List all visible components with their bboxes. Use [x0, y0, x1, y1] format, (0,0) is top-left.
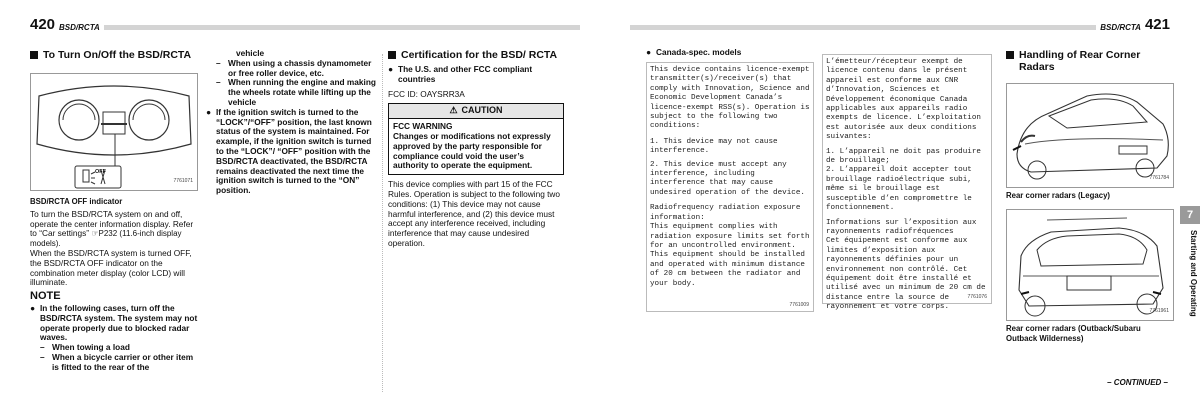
caution-bar: ⚠ CAUTION: [389, 104, 563, 119]
chapter-tab-label: Starting and Operating: [1189, 230, 1198, 317]
square-bullet-icon: [30, 51, 38, 59]
outback-car-rear-icon: [1007, 210, 1173, 320]
canada-french-text: L’émetteur/récepteur exempt de licence contenu dans le présent appareil est conforme aux CNR d’Innovation, Sciences et Développement économique Canada applicables aux appareils radio exempts de licence. L’exploitation est autorisée aux deux conditions suivantes: 1. L’appareil ne doit pas produire de brouillage; 2. L’appareil doit accepter tout brouillage radioélectrique subi, même si le brouillage est susceptible d’en compromettre le fonctionnement. Informations sur l’exposition aux rayonnements radiofréquences Cet équipement est conforme aux limites d’exposition aux rayonnements définies pour un environnement non contrôlé. Cet équipement doit être installé et utilisé avec un minimum de 20 cm de distance entre la source de rayonnement et votre corps.: [826, 58, 986, 312]
off-label: OFF: [95, 169, 106, 175]
square-bullet-icon: [1006, 51, 1014, 59]
intro-paragraph: To turn the BSD/RCTA system on and off, operate the center information display. Refer to “Car settings” ☞P232 (11.6-inch display models).: [30, 208, 194, 249]
bullet-dot-icon: ●: [646, 47, 652, 57]
section-title-right: BSD/RCTA: [1100, 23, 1141, 32]
continued-label: – CONTINUED –: [1107, 378, 1168, 387]
caution-box: [388, 103, 564, 175]
canada-notice-french: [822, 54, 992, 312]
figure-caption: BSD/RCTA OFF indicator: [30, 197, 123, 206]
note-dash-bicycle: – When a bicycle carrier or other item is fitted to the rear of the: [40, 351, 194, 372]
left-column-3: [388, 49, 564, 249]
left-column-1: [30, 49, 198, 373]
page-header-right: [630, 14, 1170, 32]
header-rule: [104, 25, 580, 30]
ignition-bullet: ● If the ignition switch is turned to the “LOCK”/“OFF” position, the last known status of the system is maintained. For example, if the ignition switch is turned to the “LOCK”/ “OFF” position with the BSD/RCTA deactivated, the BSD/RCTA remains deactivated the next time the ignition switch is turned to the “ON” position.: [206, 106, 372, 196]
column-divider: [382, 54, 383, 392]
fcc-paragraph: This device complies with part 15 of the FCC Rules. Operation is subject to the following two conditions: (1) This device may not cause harmful interference, and (2) this device must accept any interference received, including interference that may cause undesired operation.: [388, 179, 561, 248]
figure-code: 7761009: [789, 302, 809, 308]
indicator-paragraph: When the BSD/RCTA system is turned OFF, the BSD/RCTA OFF indicator on the combination meter display (color LCD) will illuminate.: [30, 247, 192, 288]
header-rule: [630, 25, 1096, 30]
bullet-dot-icon: ●: [30, 302, 36, 313]
left-column-2: [206, 49, 376, 196]
right-page: [600, 0, 1200, 402]
figure-code: 7761784: [1149, 175, 1169, 182]
continued-vehicle: vehicle: [236, 48, 265, 58]
legacy-caption: Rear corner radars (Legacy): [1006, 191, 1111, 200]
dash-engine-running: – When running the engine and making the wheels rotate while lifting up the vehicle: [216, 77, 376, 107]
bullet-dot-icon: ●: [388, 64, 394, 74]
fcc-countries-bullet: ● The U.S. and other FCC compliant countries: [388, 64, 533, 84]
chapter-tab[interactable]: 7: [1180, 206, 1200, 224]
canada-heading: ● Canada-spec. models: [646, 47, 742, 57]
dash-chassis-dynamometer: – When using a chassis dynamometer or free roller device, etc.: [216, 57, 372, 78]
figure-code: 7761961: [1149, 308, 1169, 314]
note-title: NOTE: [30, 290, 61, 303]
page-header-left: [30, 14, 580, 32]
page-ref-link[interactable]: ☞P232 (11.6-inch display models).: [30, 229, 182, 249]
page-number-right: 421: [1144, 16, 1170, 33]
heading-certification: Certification for the BSD/ RCTA: [388, 49, 564, 61]
figure-code: 7761076: [967, 294, 987, 300]
heading-turn-on-off: To Turn On/Off the BSD/RCTA: [30, 49, 198, 61]
canada-notice-english: [646, 62, 814, 312]
page-number-left: 420: [30, 16, 56, 33]
square-bullet-icon: [388, 51, 396, 59]
canada-column: [646, 48, 814, 58]
fcc-id: FCC ID: OAYSRR3A: [388, 88, 465, 99]
figure-code: 7761071: [173, 178, 193, 185]
handling-column: [1006, 49, 1174, 343]
heading-rear-corner-radars: Handling of Rear Corner Radars: [1006, 49, 1174, 73]
caution-body: [389, 119, 563, 174]
caution-text: Changes or modifications not expressly approved by the party responsible for compliance could void the user’s authority to operate the equipment.: [393, 130, 551, 171]
caution-title: FCC WARNING: [393, 121, 453, 132]
warning-triangle-icon: ⚠: [449, 105, 458, 116]
bullet-dot-icon: ●: [206, 106, 212, 117]
canada-english-text: This device contains licence-exempt transmitter(s)/receiver(s) that comply with Innovation, Science and Economic Development Canada’s licence-exempt RSS(s). Operation is subject to the following two conditions: 1. This device may not cause interference. 2. This device must accept any interference, including interference that may cause undesired operation of the device. Radiofrequency radiation exposure information: This equipment complies with radiation exposure limits set forth for an uncontrolled environment. This equipment should be installed and operated with minimum distance of 20 cm between the radiator and your body.: [650, 66, 810, 288]
note-bullet: ● In the following cases, turn off the BSD/RCTA system. The system may not operate properly due to blocked radar waves.: [30, 302, 198, 343]
outback-caption: Rear corner radars (Outback/Subaru Outback Wilderness): [1006, 323, 1141, 343]
legacy-radar-figure: [1006, 83, 1174, 188]
outback-radar-figure: [1006, 209, 1174, 321]
bsd-off-indicator-figure: [30, 73, 198, 191]
combination-meter-icon: [31, 74, 197, 190]
legacy-car-rear-icon: [1007, 84, 1173, 187]
note-dash-towing: – When towing a load: [40, 342, 130, 353]
section-title-left: BSD/RCTA: [59, 23, 100, 32]
